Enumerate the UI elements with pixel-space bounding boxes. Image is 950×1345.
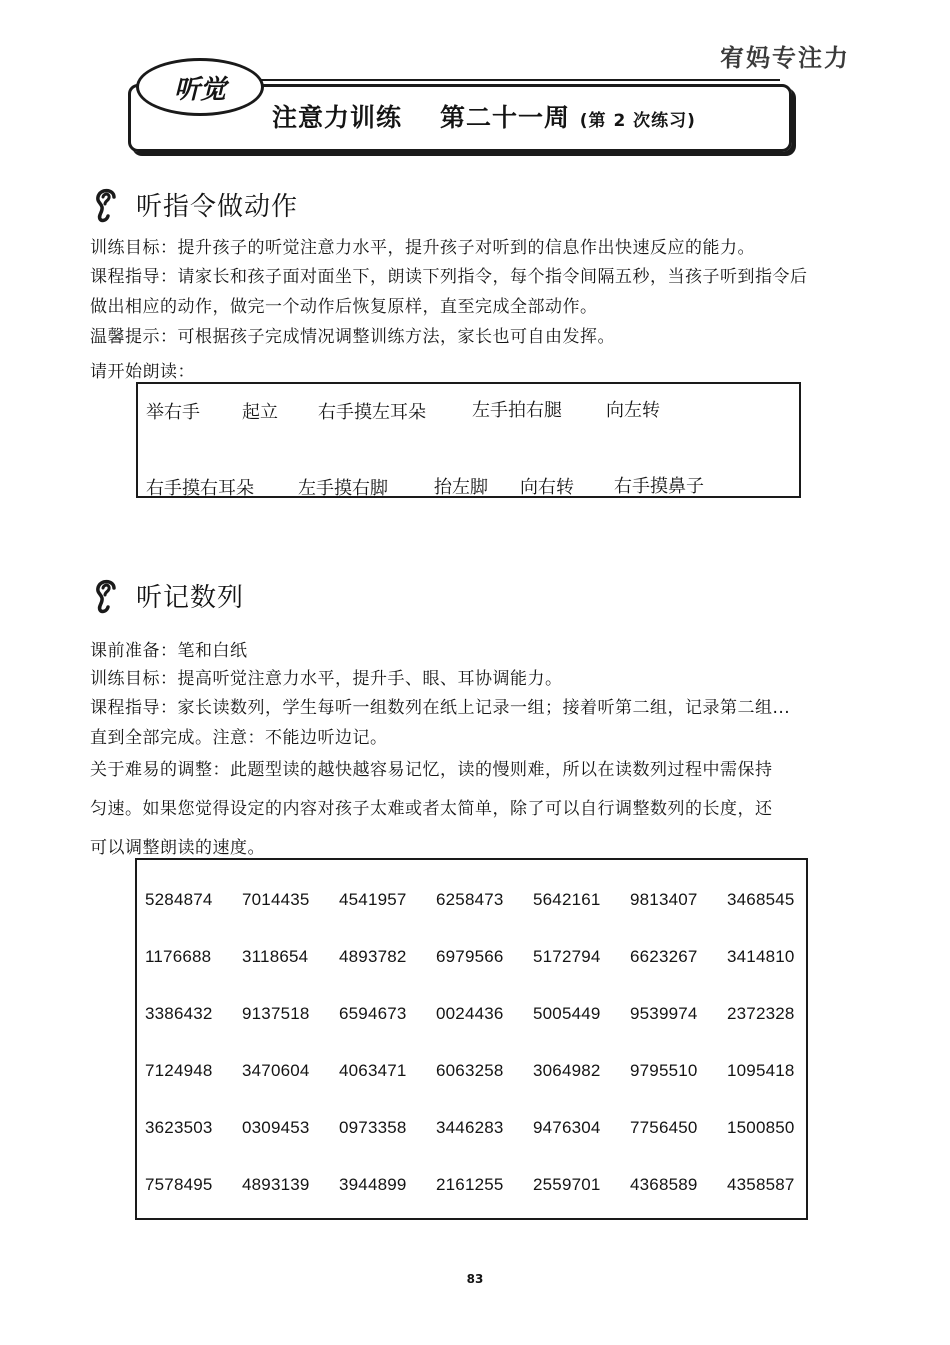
- warm-tip: 温馨提示：可根据孩子完成情况调整训练方法，家长也可自由发挥。: [90, 327, 615, 347]
- section-title: 听指令做动作: [136, 191, 299, 222]
- number-sequence-cell: 0309453: [242, 1118, 310, 1137]
- command-item: 抬左脚: [434, 477, 488, 498]
- number-sequence-cell: 0973358: [339, 1118, 407, 1137]
- course-guide-line2: 做出相应的动作，做完一个动作后恢复原样，直至完成全部动作。: [90, 297, 598, 317]
- commands-box: [136, 382, 801, 498]
- header-badge: 听觉: [136, 58, 264, 116]
- number-sequence-cell: 1095418: [727, 1061, 795, 1080]
- page-number: 83: [466, 1272, 484, 1286]
- number-sequence-cell: 5284874: [145, 890, 213, 909]
- course-prep: 课前准备：笔和白纸: [90, 641, 248, 661]
- number-sequence-cell: 9476304: [533, 1118, 601, 1137]
- number-sequence-cell: 6063258: [436, 1061, 504, 1080]
- number-sequence-cell: 6258473: [436, 890, 504, 909]
- number-sequence-cell: 3944899: [339, 1175, 407, 1194]
- command-item: 举右手: [146, 402, 200, 423]
- difficulty-adjust-line1: 关于难易的调整：此题型读的越快越容易记忆，读的慢则难，所以在读数列过程中需保持: [90, 760, 773, 780]
- number-sequence-cell: 4541957: [339, 890, 407, 909]
- number-sequence-cell: 5005449: [533, 1004, 601, 1023]
- title-practice: (第 2 次练习): [579, 111, 696, 131]
- page-title: [272, 98, 696, 134]
- number-sequence-cell: 5642161: [533, 890, 601, 909]
- command-item: 向左转: [606, 400, 660, 421]
- ear-icon: [92, 576, 122, 614]
- number-sequence-cell: 4358587: [727, 1175, 795, 1194]
- command-item: 右手摸左耳朵: [318, 402, 426, 423]
- number-sequence-cell: 9795510: [630, 1061, 698, 1080]
- training-goal: 训练目标：提高听觉注意力水平，提升手、眼、耳协调能力。: [90, 669, 563, 689]
- number-sequence-cell: 9539974: [630, 1004, 698, 1023]
- number-sequence-cell: 3468545: [727, 890, 795, 909]
- section-title: 听记数列: [136, 582, 245, 613]
- command-item: 右手摸鼻子: [614, 476, 704, 497]
- number-sequence-cell: 4893139: [242, 1175, 310, 1194]
- start-reading-label: 请开始朗读：: [90, 362, 195, 382]
- number-sequence-cell: 5172794: [533, 947, 601, 966]
- number-sequence-cell: 4063471: [339, 1061, 407, 1080]
- command-item: 起立: [242, 402, 278, 423]
- command-item: 左手摸右脚: [298, 478, 388, 499]
- number-sequence-cell: 3623503: [145, 1118, 213, 1137]
- number-sequence-cell: 0024436: [436, 1004, 504, 1023]
- number-sequence-cell: 7124948: [145, 1061, 213, 1080]
- course-guide-line1: 课程指导：请家长和孩子面对面坐下，朗读下列指令，每个指令间隔五秒，当孩子听到指令后: [90, 267, 808, 287]
- number-sequence-cell: 3470604: [242, 1061, 310, 1080]
- title-main: 注意力训练: [272, 103, 403, 132]
- ear-icon: [92, 185, 122, 223]
- course-guide-line2: 直到全部完成。注意：不能边听边记。: [90, 728, 388, 748]
- number-sequence-cell: 2559701: [533, 1175, 601, 1194]
- command-item: 向右转: [520, 477, 574, 498]
- training-goal: 训练目标：提升孩子的听觉注意力水平，提升孩子对听到的信息作出快速反应的能力。: [90, 238, 755, 258]
- number-sequence-cell: 6594673: [339, 1004, 407, 1023]
- number-sequence-cell: 2372328: [727, 1004, 795, 1023]
- number-sequence-cell: 2161255: [436, 1175, 504, 1194]
- course-guide-line1: 课程指导：家长读数列，学生每听一组数列在纸上记录一组；接着听第二组，记录第二组...: [90, 698, 791, 718]
- number-sequence-cell: 4368589: [630, 1175, 698, 1194]
- number-sequence-cell: 3386432: [145, 1004, 213, 1023]
- number-sequence-cell: 3064982: [533, 1061, 601, 1080]
- header-divider: [250, 79, 780, 81]
- number-sequence-cell: 7014435: [242, 890, 310, 909]
- difficulty-adjust-line2: 匀速。如果您觉得设定的内容对孩子太难或者太简单，除了可以自行调整数列的长度，还: [90, 799, 773, 819]
- title-week: 第二十一周: [440, 103, 571, 132]
- command-item: 右手摸右耳朵: [146, 478, 254, 499]
- number-sequence-cell: 6623267: [630, 947, 698, 966]
- number-sequence-cell: 3118654: [242, 947, 309, 966]
- number-sequence-cell: 6979566: [436, 947, 504, 966]
- number-sequence-cell: 1500850: [727, 1118, 795, 1137]
- section-heading-numbers: [92, 576, 244, 614]
- command-item: 左手拍右腿: [472, 400, 562, 421]
- number-sequence-cell: 7578495: [145, 1175, 213, 1194]
- number-sequence-cell: 3446283: [436, 1118, 504, 1137]
- number-sequence-table: [135, 858, 808, 1220]
- number-sequence-cell: 1176688: [145, 947, 212, 966]
- section-heading-commands: [92, 185, 298, 223]
- number-sequence-cell: 3414810: [727, 947, 795, 966]
- number-sequence-cell: 9137518: [242, 1004, 310, 1023]
- number-grid: [145, 890, 824, 1232]
- brand-watermark: 宥妈专注力: [720, 44, 850, 72]
- difficulty-adjust-line3: 可以调整朗读的速度。: [90, 838, 265, 858]
- number-sequence-cell: 9813407: [630, 890, 698, 909]
- number-sequence-cell: 4893782: [339, 947, 407, 966]
- number-sequence-cell: 7756450: [630, 1118, 698, 1137]
